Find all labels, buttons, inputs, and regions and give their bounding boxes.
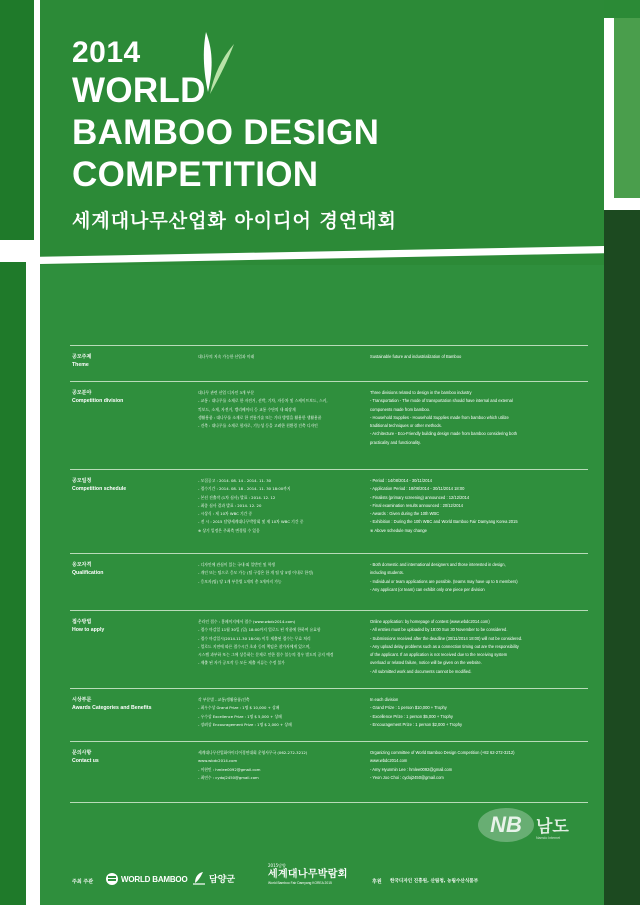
damyang-logo <box>192 871 235 885</box>
bamboo-stalk-left-bottom <box>0 262 26 905</box>
bamboo-fair-year: 2015담양 <box>268 863 286 868</box>
world-bamboo-logo <box>106 873 187 885</box>
info-row-english-text <box>370 618 588 676</box>
info-row-korean-text <box>198 618 366 668</box>
watermark <box>474 806 604 850</box>
info-line-korean: - 전 시 : 2015 담양세계대나무박람회 및 제 10차 WBC 기간 중 <box>198 519 304 525</box>
title-year: 2014 <box>72 36 141 69</box>
info-line-korean: - 개인 또는 팀으로 응모 가능 (팀 구성은 한 개 팀 당 5명 이내로 한정) <box>198 570 314 576</box>
info-line-english: Three divisions related to design in the bamboo industry <box>370 390 472 395</box>
info-row-label <box>72 561 192 578</box>
info-row <box>70 741 588 803</box>
info-line-korean: 대나무 관련 산업 디자인 3개 부문 <box>198 390 255 395</box>
info-line-english: - Awards : Given during the 10th WBC <box>370 511 440 517</box>
info-line-english: - Any applicant (or team) can exhibit only one piece per division <box>370 586 485 592</box>
info-line-english: - Any upload delay problems such as a connection timing out are the responsibility <box>370 643 519 649</box>
info-line-korean: 세계대나무산업화아이디어경연대회 운영사무국 (062-272-3212) <box>198 750 308 755</box>
info-line-english: - Transportation - The mode of transportation should have internal and external <box>370 398 513 404</box>
info-row-korean-text <box>198 749 366 782</box>
info-line-korean: - 응모자(팀) 당 1개 부문별 1개의 총 3개까지 가능 <box>198 578 282 584</box>
info-line-english: - Household Supplies - Household Supplies made from bamboo which utilize <box>370 414 509 420</box>
info-line-korean: - 모집공고 : 2014. 08. 14 - 2014. 11. 30 <box>198 478 272 483</box>
info-row-label-english: Qualification <box>72 570 104 576</box>
info-line-korean: - 제출 된 자가 공모작 등 모든 제출 서류는 수정 불가 <box>198 660 285 666</box>
damyang-logo-icon <box>192 871 206 885</box>
info-line-english: including students. <box>370 570 404 576</box>
info-line-korean: - 시상식 : 제 10차 WBC 기간 중 <box>198 511 253 517</box>
info-row-english-text <box>370 749 588 782</box>
info-line-english: traditional techniques or other methods. <box>370 423 442 429</box>
watermark-badge: NB <box>478 808 534 842</box>
info-line-korean: - 이현민 : hmlee0092@gmail.com <box>198 766 261 772</box>
info-line-english: www.wbdc2014.com <box>370 758 408 764</box>
info-row-label-korean: 문의사항 <box>72 750 92 756</box>
info-row <box>70 381 588 469</box>
bamboo-fair-title: 세계대나무박람회 <box>268 869 348 880</box>
info-row-label-english: How to apply <box>72 627 105 633</box>
info-line-english: practicality and functionality. <box>370 439 421 445</box>
info-line-english: Sustainable future and industrialization of Bamboo <box>370 354 462 359</box>
info-line-korean: 시스템 과부하 또는 그에 상응하는 문제로 인한 접수 불능의 경우 별도의 공지 예정 <box>198 652 334 658</box>
info-line-english: - Excellence Prize : 1 person $5,000 + Trophy <box>370 713 453 719</box>
info-line-korean: - 최연수 : cydoj2450@gmail.com <box>198 774 259 780</box>
info-line-korean: - 디자인에 관심이 있는 국내·외 일반인 및 학생 <box>198 562 276 567</box>
info-row-label-english: Competition schedule <box>72 486 127 492</box>
info-line-korean: - 장려상 Encouragement Prize : 1명 $ 2,000 + 상패 <box>198 721 292 727</box>
info-line-korean: - 본선 진출작 (1차 심사) 발표 : 2014. 12. 12 <box>198 494 276 500</box>
info-line-english: - Submissions received after the deadline (30/11/2014 18:00) will not be considered. <box>370 635 523 641</box>
info-line-english: components made from bamboo. <box>370 406 431 412</box>
info-line-korean: 각 부문별 - 교통/생활용품/건축 <box>198 697 250 702</box>
info-line-english: overload or related failure, notice will be given on the website. <box>370 660 482 666</box>
info-line-english: - Exhibition : During the 10th WBC and World Bamboo Fair Damyang Korea 2015 <box>370 519 518 525</box>
info-line-english: - Period : 14/08/2014 - 30/11/2014 <box>370 478 433 483</box>
info-row-label-english: Theme <box>72 362 89 368</box>
info-row <box>70 553 588 610</box>
info-row-label <box>72 696 192 713</box>
info-line-english: - Grand Prize : 1 person $10,000 + Trophy <box>370 705 447 711</box>
info-line-english: - Encouragement Prize : 1 person $2,000 + Trophy <box>370 721 463 727</box>
info-line-english: Organizing committee of World Bamboo Design Competition (+82 62-272-3212) <box>370 750 515 755</box>
title-line-1: WORLD <box>72 71 206 110</box>
info-line-korean: - 접수 마감일 11월 30일 (일) 18:00까지 업로드 된 작품에 한하여 유효함 <box>198 627 321 633</box>
info-line-english: - Individual or team applications are possible. (teams may have up to 5 members) <box>370 578 518 584</box>
info-row <box>70 610 588 688</box>
info-row-label-korean: 공모분야 <box>72 390 92 396</box>
bamboo-stalk-right-dark <box>604 210 640 905</box>
info-line-english: - All submitted work and documents cannot be modified. <box>370 668 472 674</box>
title-line-3: COMPETITION <box>72 155 319 194</box>
info-line-korean: - 최종 심사 결과 발표 : 2014. 12. 20 <box>198 502 262 508</box>
info-row-label-english: Contact us <box>72 758 99 764</box>
info-row-label <box>72 353 192 370</box>
info-table <box>70 345 588 803</box>
info-line-korean: - 최우수상 Grand Prize : 1명 $ 10,000 + 상패 <box>198 705 280 711</box>
info-row-label-english: Awards Categories and Benefits <box>72 705 152 711</box>
info-row-english-text <box>370 561 588 594</box>
info-row-korean-text <box>198 477 366 535</box>
info-line-korean: - 접수기간 : 2014. 08. 18 - 2014. 11. 30 18:00까지 <box>198 486 291 492</box>
info-line-korean: 생활용품 : 대나무를 소재로 한 전통기술 또는 기타 방법을 활용한 생활용품 <box>198 414 322 420</box>
info-line-korean: - 우수상 Excellence Prize : 1명 $ 5,000 + 상패 <box>198 713 282 719</box>
info-row-label-korean: 접수방법 <box>72 619 92 625</box>
info-line-english: - Amy Hyunmin Lee : hmlee0092@gmail.com <box>370 766 453 772</box>
info-line-korean: www.wbdc2014.com <box>198 758 238 764</box>
info-row-label-korean: 공모일정 <box>72 478 92 484</box>
title-line-2: BAMBOO DESIGN <box>72 113 380 152</box>
info-line-english: In each division <box>370 697 399 702</box>
info-row-korean-text <box>198 696 366 729</box>
info-row-korean-text <box>198 561 366 586</box>
info-line-english: - Finalists (primary screening) announced : 12/12/2014 <box>370 494 470 500</box>
info-row-english-text <box>370 389 588 447</box>
host-label: 주최 주관 <box>72 879 94 885</box>
info-line-korean: - 건축 : 대나무를 소재로 합자로, 기능성 등을 고려한 친환경 건축 디자인 <box>198 423 318 429</box>
info-line-english: - Final examination results announced : 20/12/2014 <box>370 502 464 508</box>
info-line-korean: 킥보드, 소재, 자전거, 캠리베이터 등 교통 수단의 내·외장재 <box>198 406 296 412</box>
info-row-english-text <box>370 696 588 729</box>
info-line-english: Online application: by homepage of contest (www.wbdc2014.com) <box>370 619 490 624</box>
sponsor-label: 후원 <box>372 879 382 885</box>
bamboo-stalk-right-mid <box>614 18 640 198</box>
info-row <box>70 469 588 553</box>
damyang-logo-text: 담양군 <box>209 874 236 885</box>
bamboo-stalk-left-top <box>0 0 34 240</box>
info-row-korean-text <box>198 389 366 430</box>
info-line-english: - Yeon Joo Choi : cydoj2450@gmail.com <box>370 774 444 780</box>
info-row <box>70 345 588 381</box>
world-bamboo-logo-text: WORLD BAMBOO <box>121 874 188 884</box>
info-line-korean: - 교통 : 대나무를 소재로 한 자전거, 선박, 기차, 자동차 및 스케이트보드, 스키, <box>198 398 328 404</box>
info-row-english-text <box>370 477 588 535</box>
info-row-english-text <box>370 353 588 361</box>
footer <box>40 860 604 905</box>
bamboo-stalk-right-top <box>602 0 640 18</box>
bamboo-fair-subtitle: World Bamboo Fair Damyang KOREA 2015 <box>268 881 332 885</box>
info-row-label <box>72 749 192 766</box>
info-line-korean: - 접수 마감일시(2014.11.30 18:00) 이후 제출된 접수는 무효 처리 <box>198 635 311 641</box>
info-row <box>70 688 588 741</box>
info-line-korean: 대나무의 지속 가능한 산업과 미래 <box>198 354 255 359</box>
info-line-korean: - 업로드 지연에 따른 접수시간 초과 등의 책임은 참가자에게 있으며, <box>198 643 311 649</box>
info-line-english: - All entries must be uploaded by 18:00 Sun 30 November to be considered. <box>370 627 508 633</box>
info-row-label-korean: 응모자격 <box>72 562 92 568</box>
info-row-label-korean: 시상부문 <box>72 697 92 703</box>
info-row-korean-text <box>198 353 366 361</box>
info-line-english: - Architecture - Eco-Friendly building design made from bamboo considering both <box>370 431 517 437</box>
info-line-english: - Both domestic and international designers and those interested in design, <box>370 562 506 567</box>
info-row-label <box>72 477 192 494</box>
info-row-label-korean: 공모주제 <box>72 354 92 360</box>
watermark-subtext: Namdo Internet <box>536 836 561 840</box>
watermark-text: 남도 <box>536 817 569 837</box>
info-line-english: - Application Period : 18/08/2014 - 30/11/2014 18:00 <box>370 486 465 492</box>
sponsor-list: 한국디자인 진흥원, 산림청, 농림수산식품부 <box>390 879 479 884</box>
world-bamboo-logo-icon <box>106 873 118 885</box>
info-row-label <box>72 618 192 635</box>
info-line-english: ※ Above schedule may change <box>370 527 427 533</box>
info-line-korean: 온라인 접수 : 홈페이지에서 접수 (www.wbdc2014.com) <box>198 619 296 624</box>
bamboo-fair-logo <box>268 863 348 886</box>
info-line-korean: ※ 상기 일정은 주최측 변경될 수 있음 <box>198 527 260 533</box>
info-row-label-english: Competition division <box>72 398 124 404</box>
title-korean: 세계대나무산업화 아이디어 경연대회 <box>72 210 397 232</box>
info-line-english: of the applicant. If an application is not received due to the receiving system <box>370 652 508 658</box>
info-row-label <box>72 389 192 406</box>
title-block <box>72 36 379 196</box>
